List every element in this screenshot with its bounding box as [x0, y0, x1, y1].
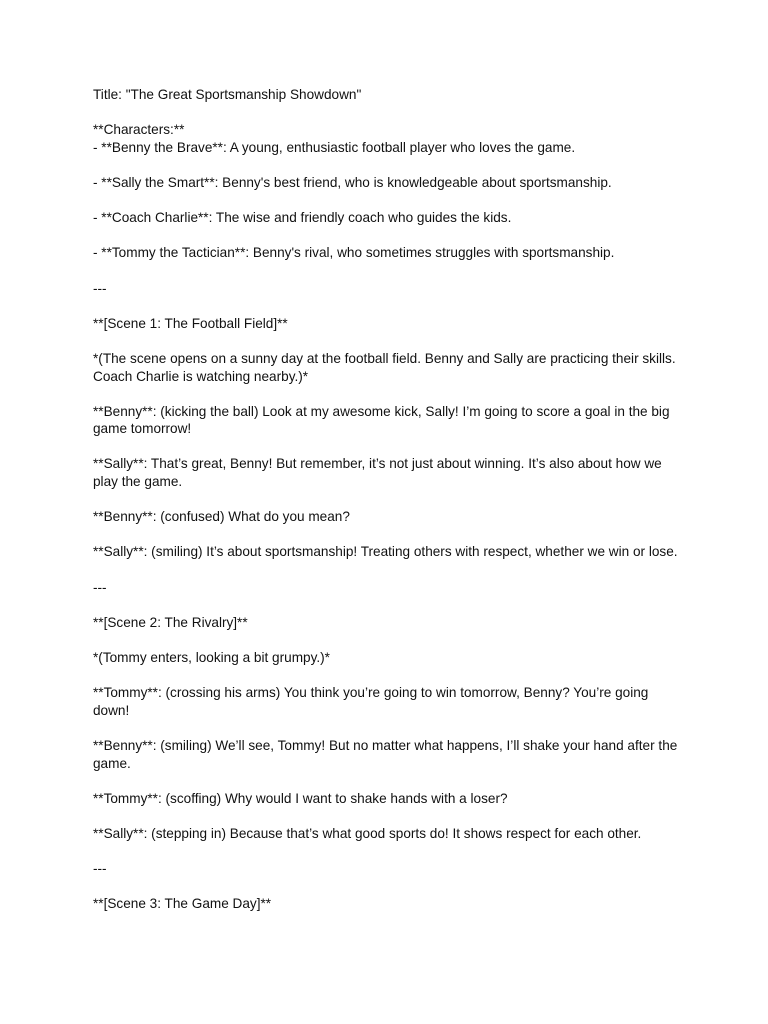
character-entry: - **Coach Charlie**: The wise and friendly coach who guides the kids. [93, 210, 512, 226]
stage-direction: *(Tommy enters, looking a bit grumpy.)* [93, 650, 330, 665]
dialogue-line: **Sally**: (stepping in) Because that’s what good sports do! It shows respect for each other. [93, 825, 642, 841]
characters-heading: **Characters:** [93, 122, 185, 138]
script-text [93, 86, 683, 913]
dialogue-line: **Benny**: (kicking the ball) Look at my awesome kick, Sally! I’m going to score a goal in the big game tomorrow! [93, 403, 674, 437]
document-title: Title: "The Great Sportsmanship Showdown" [93, 87, 362, 102]
scene-heading: **[Scene 3: The Game Day]** [93, 896, 272, 912]
dialogue-line: **Tommy**: (crossing his arms) You think you’re going to win tomorrow, Benny? You’re going down! [93, 685, 653, 718]
character-entry: - **Sally the Smart**: Benny's best friend, who is knowledgeable about sportsmanship. [93, 174, 612, 190]
dialogue-line: **Benny**: (confused) What do you mean? [93, 509, 350, 525]
dialogue-line: **Sally**: (smiling) It’s about sportsmanship! Treating others with respect, whether we win or lose. [93, 544, 678, 560]
scene-heading: **[Scene 2: The Rivalry]** [93, 614, 248, 630]
dialogue-line: **Tommy**: (scoffing) Why would I want to shake hands with a loser? [93, 790, 508, 806]
section-divider: --- [93, 280, 107, 296]
section-divider: --- [93, 861, 107, 877]
section-divider: --- [93, 579, 107, 595]
stage-direction: *(The scene opens on a sunny day at the football field. Benny and Sally are practicing their skills. Coach Charlie is watching nearby.)* [93, 350, 680, 384]
dialogue-line: **Benny**: (smiling) We’ll see, Tommy! But no matter what happens, I’ll shake your hand after the game. [93, 737, 682, 771]
dialogue-line: **Sally**: That’s great, Benny! But remember, it’s not just about winning. It’s also about how we play the game. [93, 456, 666, 490]
scene-heading: **[Scene 1: The Football Field]** [93, 315, 288, 331]
character-entry: - **Benny the Brave**: A young, enthusiastic football player who loves the game. [93, 139, 576, 155]
character-entry: - **Tommy the Tactician**: Benny's rival, who sometimes struggles with sportsmanship. [93, 245, 615, 261]
